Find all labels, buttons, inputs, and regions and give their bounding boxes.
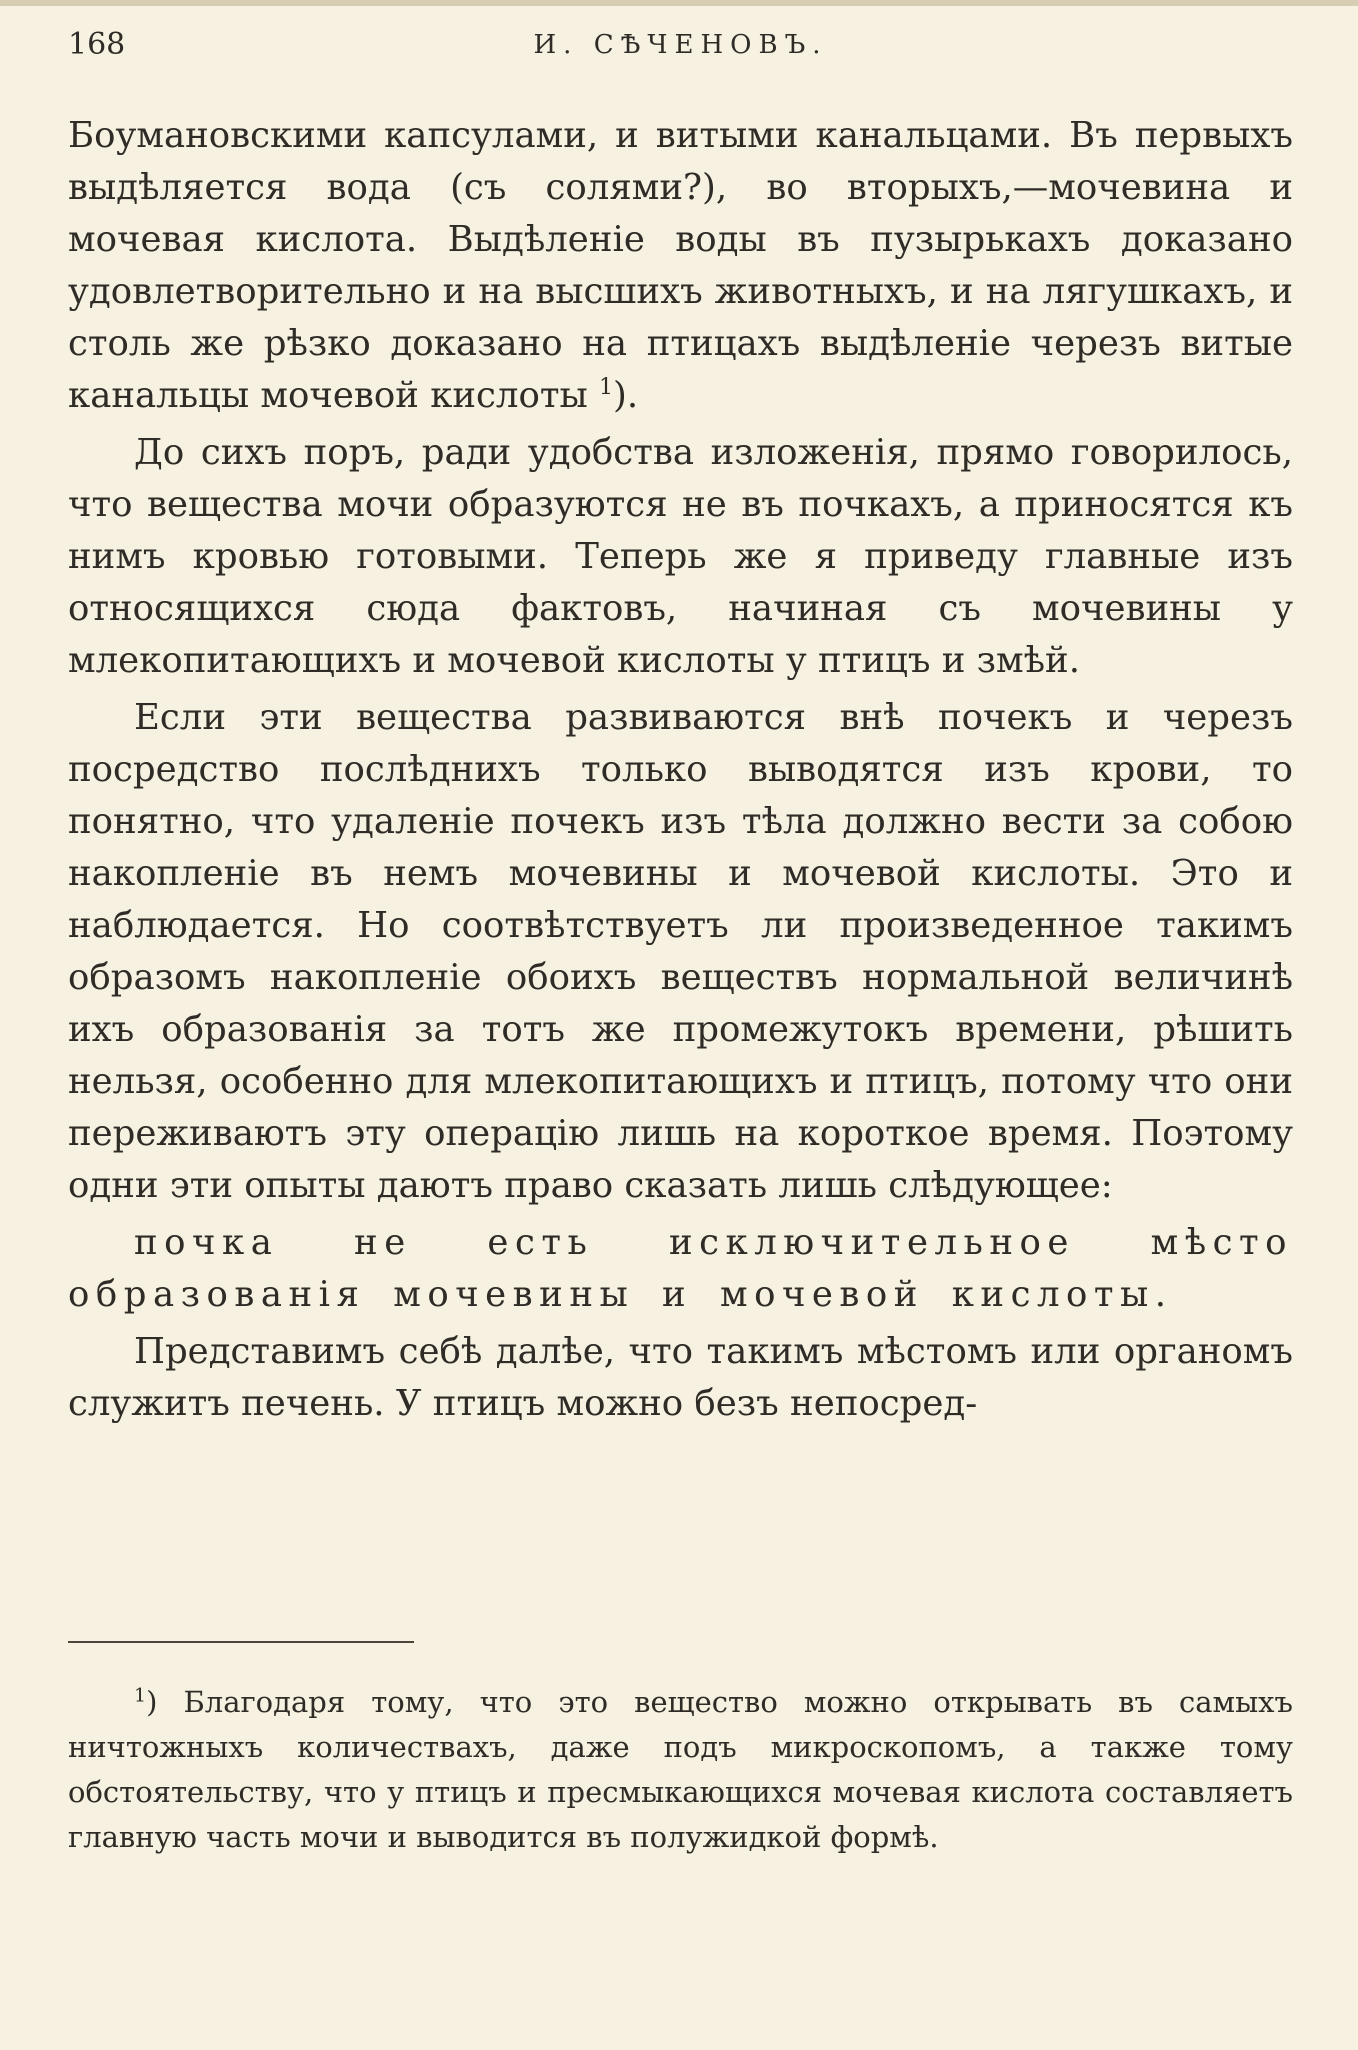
footnote [68, 1680, 1293, 1860]
paragraph-1 [68, 110, 1293, 422]
body-text [68, 110, 1293, 1435]
paragraph-3: Если эти вещества развиваются внѣ почекъ и черезъ посредство послѣднихъ только выводятся изъ крови, то понятно, что удаленіе почекъ изъ тѣла должно вести за собою накопленіе въ немъ мочевины и мочевой кислоты. Это и наблюдается. Но соотвѣтствуетъ ли произведенное такимъ образомъ накопленіе обоихъ веществъ нормальной величинѣ ихъ образованія за тотъ же промежутокъ времени, рѣшить нельзя, особенно для млекопитающихъ и птицъ, потому что они переживаютъ эту операцію лишь на короткое время. Поэтому одни эти опыты даютъ право сказать лишь слѣдующее: [68, 697, 1293, 1206]
footnote-reference[interactable]: 1 [599, 375, 614, 401]
page-header [68, 22, 1293, 68]
footnote-divider [68, 1641, 414, 1643]
footnote-text: ) Благодаря тому, что это вещество можно открывать въ самыхъ ничтожныхъ количествахъ, даже подъ микроскопомъ, а также тому обстоятельству, что у птицъ и пресмыкающихся мочевая кислота составляетъ главную часть мочи и выводится въ полужидкой формѣ. [68, 1685, 1293, 1854]
page-number: 168 [68, 27, 126, 62]
top-edge-rule [0, 0, 1358, 6]
paragraph-1-text: Боумановскими капсулами, и витыми канальцами. Въ первыхъ выдѣляется вода (съ солями?), во вторыхъ,—мочевина и мочевая кислота. Выдѣленіе воды въ пузырькахъ доказано удовлетворительно и на высшихъ животныхъ, и на лягушкахъ, и столь же рѣзко доказано на птицахъ выдѣленіе черезъ витые канальцы мочевой кислоты [68, 115, 1293, 416]
paragraph-1-tail: ). [613, 375, 639, 416]
running-head: И. СѢЧЕНОВЪ. [533, 30, 828, 60]
paragraph-2: До сихъ поръ, ради удобства изложенія, прямо говорилось, что вещества мочи образуются не въ почкахъ, а приносятся къ нимъ кровью готовыми. Теперь же я приведу главные изъ относящихся сюда фактовъ, начиная съ мочевины у млекопитающихъ и мочевой кислоты у птицъ и змѣй. [68, 432, 1293, 681]
paragraph-5: Представимъ себѣ далѣе, что такимъ мѣстомъ или органомъ служитъ печень. У птицъ можно безъ непосред- [68, 1331, 1293, 1424]
paragraph-4-conclusion: почка не есть исключительное мѣсто образованія мочевины и мочевой кислоты. [68, 1222, 1293, 1315]
footnote-mark: 1 [134, 1684, 147, 1707]
